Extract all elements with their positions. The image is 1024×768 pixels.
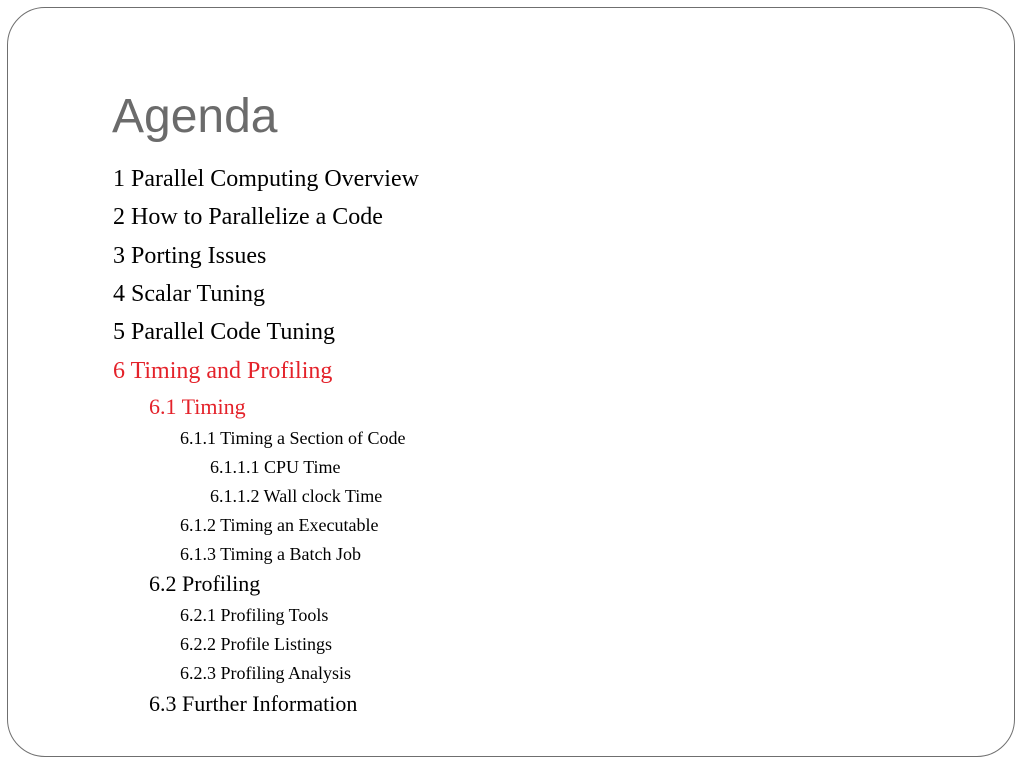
agenda-item-profiling-tools: 6.2.1 Profiling Tools [180,605,329,625]
agenda-item-profiling-analysis: 6.2.3 Profiling Analysis [180,663,352,683]
agenda-item-timing: 6.1 Timing [149,394,246,419]
agenda-item-timing-and-profiling: 6 Timing and Profiling [113,358,333,384]
slide-title: Agenda [112,90,278,143]
agenda-item-profile-listings: 6.2.2 Profile Listings [180,634,332,654]
agenda-item-scalar-tuning: 4 Scalar Tuning [113,281,266,307]
agenda-item-how-to-parallelize: 2 How to Parallelize a Code [113,204,383,230]
agenda-item-timing-executable: 6.1.2 Timing an Executable [180,515,379,535]
agenda-item-profiling: 6.2 Profiling [149,571,261,596]
agenda-item-wall-clock-time: 6.1.1.2 Wall clock Time [210,486,383,506]
agenda-item-cpu-time: 6.1.1.1 CPU Time [210,457,341,477]
agenda-item-further-information: 6.3 Further Information [149,691,358,716]
agenda-item-parallel-computing-overview: 1 Parallel Computing Overview [113,166,419,192]
agenda-item-porting-issues: 3 Porting Issues [113,243,267,269]
agenda-item-parallel-code-tuning: 5 Parallel Code Tuning [113,319,336,345]
agenda-item-timing-section-of-code: 6.1.1 Timing a Section of Code [180,428,406,448]
agenda-item-timing-batch-job: 6.1.3 Timing a Batch Job [180,544,362,564]
